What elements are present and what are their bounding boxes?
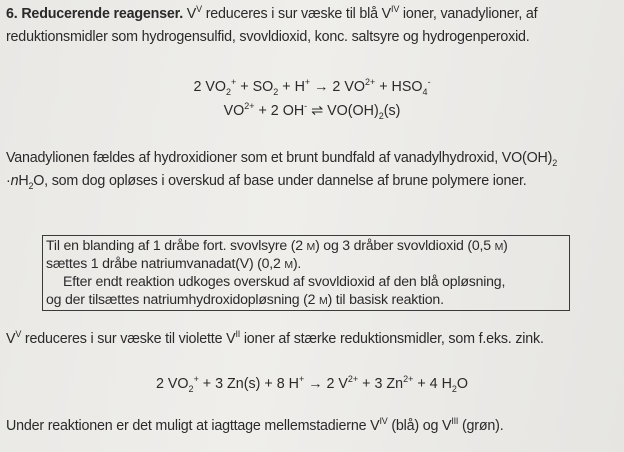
- text: V: [6, 331, 16, 347]
- paragraph-line: reduktionsmidler som hydrogensulfid, svovldioxid, konc. saltsyre og hydrogenperoxid.: [6, 29, 530, 45]
- eq-text: VO: [223, 103, 245, 119]
- text: ioner, vanadylioner, af: [399, 6, 538, 22]
- eq-text: + H: [278, 79, 305, 95]
- paragraph-line: [6, 331, 544, 347]
- eq-text: + 2 OH: [254, 103, 305, 119]
- equation-1: [0, 79, 624, 95]
- section-number: 6.: [6, 6, 18, 22]
- molar-unit: M: [306, 241, 316, 253]
- box-line: Efter endt reaktion udkoges overskud af svovldioxid af den blå opløsning,: [63, 273, 506, 289]
- molar-unit: M: [319, 295, 328, 307]
- box-line: [46, 255, 301, 271]
- superscript: 2+: [403, 374, 414, 385]
- superscript: IV: [391, 4, 400, 15]
- paragraph-line: [6, 150, 557, 166]
- text: Til en blanding af 1 dråbe fort. svovlsyre (2: [46, 237, 307, 253]
- eq-text: + SO: [236, 79, 274, 95]
- eq-text: O: [456, 376, 469, 392]
- superscript: V: [15, 329, 22, 340]
- superscript: IV: [379, 416, 388, 427]
- eq-text: → 2 V: [304, 376, 348, 392]
- superscript: III: [451, 416, 459, 427]
- text: V: [186, 6, 197, 22]
- text: Under reaktionen er det muligt at iagttage mellemstadierne V: [6, 418, 380, 434]
- molar-unit: M: [284, 259, 293, 271]
- superscript: II: [235, 329, 241, 340]
- subscript: 2: [552, 157, 557, 168]
- text: sættes 1 dråbe natriumvanadat(V) (0,2: [46, 255, 285, 271]
- box-line: [46, 237, 508, 253]
- text: ): [503, 237, 508, 253]
- eq-text: → 2 VO: [310, 79, 365, 95]
- subscript: 4: [422, 86, 428, 97]
- text: ioner af stærke reduktionsmidler, som f.eks. zink.: [240, 331, 544, 347]
- eq-text: VO(OH): [327, 103, 379, 119]
- paragraph-line: [6, 173, 527, 189]
- eq-text: + 4 H: [413, 376, 452, 392]
- text: H: [18, 173, 29, 189]
- section-heading-line: [6, 6, 537, 22]
- superscript: 2+: [347, 374, 359, 385]
- section-title: Reducerende reagenser.: [21, 6, 183, 22]
- subscript: 2: [28, 180, 34, 191]
- equation-2: [0, 103, 624, 119]
- eq-text: (s): [383, 103, 401, 119]
- subscript: 2: [273, 86, 279, 97]
- equation-3: [0, 376, 624, 392]
- text: ) til basisk reaktion.: [327, 291, 444, 307]
- molar-unit: M: [494, 241, 504, 253]
- text: reduceres i sur væske til violette V: [21, 331, 236, 347]
- eq-text: + 3 Zn(s) + 8 H: [198, 376, 299, 392]
- text: reduceres i sur væske til blå V: [201, 6, 392, 22]
- equilibrium-arrow: ⇌: [307, 103, 328, 119]
- superscript: V: [196, 4, 202, 15]
- text: (blå) og V: [387, 418, 452, 434]
- text: ) og 3 dråber svovldioxid (0,5: [315, 237, 495, 253]
- eq-text: + 3 Zn: [358, 376, 404, 392]
- subscript: 2: [188, 383, 194, 394]
- procedure-box: [42, 235, 570, 311]
- superscript: +: [304, 77, 311, 88]
- superscript: 2+: [244, 101, 255, 112]
- subscript: 2: [226, 86, 232, 97]
- paragraph-line: [6, 418, 503, 434]
- text: (grøn).: [458, 418, 504, 434]
- text: ·: [6, 173, 11, 189]
- superscript: +: [231, 77, 237, 88]
- eq-text: + HSO: [375, 79, 423, 95]
- subscript: 2: [451, 383, 457, 394]
- text: ).: [292, 255, 302, 271]
- text: og der tilsættes natriumhydroxidopløsning (2: [46, 291, 320, 307]
- text: Vanadylionen fældes af hydroxidioner som et brunt bundfald af vanadylhydroxid, VO(OH): [6, 150, 553, 166]
- subscript: 2: [378, 110, 384, 121]
- superscript: -: [304, 101, 308, 112]
- box-line: [46, 291, 444, 307]
- eq-text: 2 VO: [193, 79, 227, 95]
- superscript: +: [298, 374, 305, 385]
- eq-text: 2 VO: [155, 376, 189, 392]
- text: O, som dog opløses i overskud af base under dannelse af brune polymere ioner.: [33, 173, 527, 189]
- superscript: +: [193, 374, 199, 385]
- superscript: 2+: [365, 77, 376, 88]
- italic-n: n: [10, 173, 19, 189]
- superscript: -: [427, 77, 431, 88]
